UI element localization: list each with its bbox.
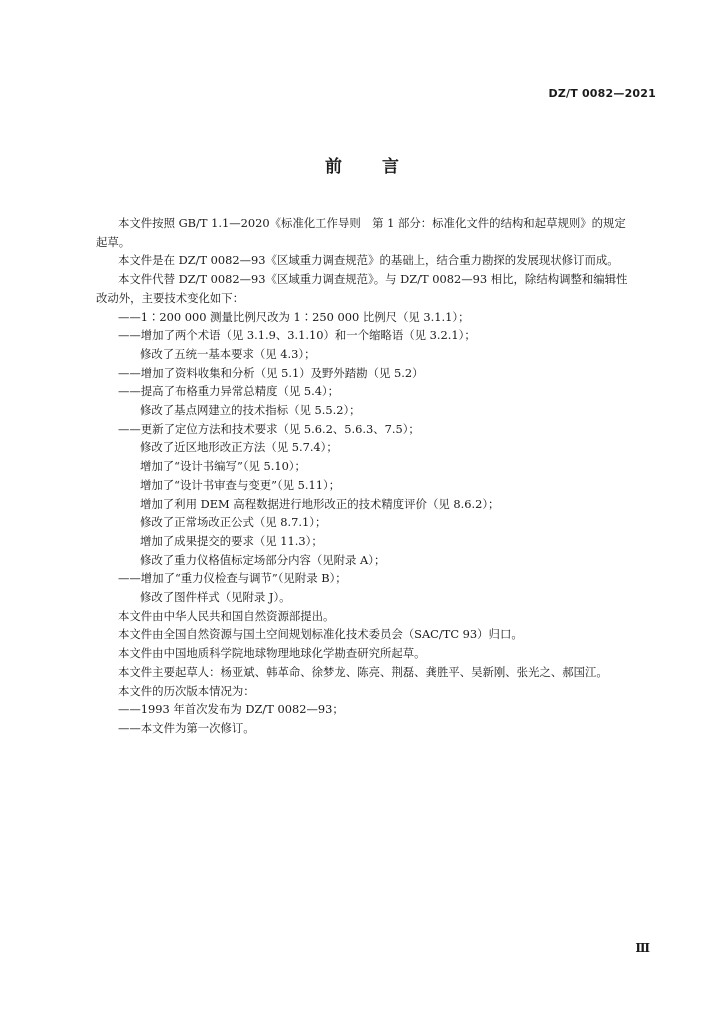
change-item: 修改了图件样式（见附录 J）。	[140, 590, 291, 605]
foreword-body	[96, 214, 662, 738]
closing-history-item: ——1993 年首次发布为 DZ/T 0082—93；	[118, 702, 344, 717]
paragraph-drafting-rules: 本文件按照 GB/T 1.1—2020《标准化工作导则 第 1 部分：标准化文件的结构和起草规则》的规定	[118, 216, 626, 230]
standard-code: DZ/T 0082—2021	[548, 87, 656, 100]
change-item: 修改了五统一基本要求（见 4.3）；	[140, 346, 316, 361]
paragraph-revision-basis: 本文件是在 DZ/T 0082—93《区域重力调查规范》的基础上，结合重力勘探的发展现状修订而成。	[118, 253, 619, 268]
change-item: 增加了利用 DEM 高程数据进行地形改正的技术精度评价（见 8.6.2）；	[140, 496, 500, 511]
page-title: 前言	[325, 157, 439, 177]
closing-committee: 本文件由全国自然资源与国土空间规划标准化技术委员会（SAC/TC 93）归口。	[118, 627, 523, 642]
paragraph-replaces: 本文件代替 DZ/T 0082—93《区域重力调查规范》。与 DZ/T 0082—93 相比，除结构调整和编辑性	[118, 272, 628, 287]
change-item: ——增加了“重力仪检查与调节”（见附录 B）；	[118, 571, 347, 586]
change-item: 修改了近区地形改正方法（见 5.7.4）；	[140, 440, 338, 455]
change-item: 增加了“设计书编写”（见 5.10）；	[140, 459, 306, 474]
change-item: ——更新了定位方法和技术要求（见 5.6.2、5.6.3、7.5）；	[118, 421, 420, 436]
change-item: ——增加了资料收集和分析（见 5.1）及野外踏勘（见 5.2）	[118, 365, 424, 380]
change-item: ——1∶200 000 测量比例尺改为 1∶250 000 比例尺（见 3.1.1）；	[118, 309, 470, 324]
closing-proposer: 本文件由中华人民共和国自然资源部提出。	[118, 608, 335, 623]
closing-history-item: ——本文件为第一次修订。	[118, 720, 255, 735]
closing-drafting-org: 本文件由中国地质科学院地球物理地球化学勘查研究所起草。	[118, 646, 426, 661]
page-number: Ⅲ	[635, 941, 650, 955]
change-item: 修改了基点网建立的技术指标（见 5.5.2）；	[140, 403, 361, 418]
change-item: 修改了重力仪格值标定场部分内容（见附录 A）；	[140, 552, 386, 567]
closing-history-label: 本文件的历次版本情况为：	[118, 683, 255, 698]
change-item: ——增加了两个术语（见 3.1.9、3.1.10）和一个缩略语（见 3.2.1）；	[118, 328, 476, 343]
change-item: 修改了正常场改正公式（见 8.7.1）；	[140, 515, 327, 530]
paragraph-drafting-rules-cont: 起草。	[96, 234, 131, 249]
change-item: 增加了成果提交的要求（见 11.3）；	[140, 533, 323, 548]
closing-drafters: 本文件主要起草人：杨亚斌、韩革命、徐梦龙、陈亮、荆磊、龚胜平、吴新刚、张光之、郝国江。	[118, 664, 608, 679]
change-item: ——提高了布格重力异常总精度（见 5.4）；	[118, 384, 340, 399]
paragraph-replaces-cont: 改动外，主要技术变化如下：	[96, 290, 245, 305]
change-item: 增加了“设计书审查与变更”（见 5.11）；	[140, 477, 341, 492]
